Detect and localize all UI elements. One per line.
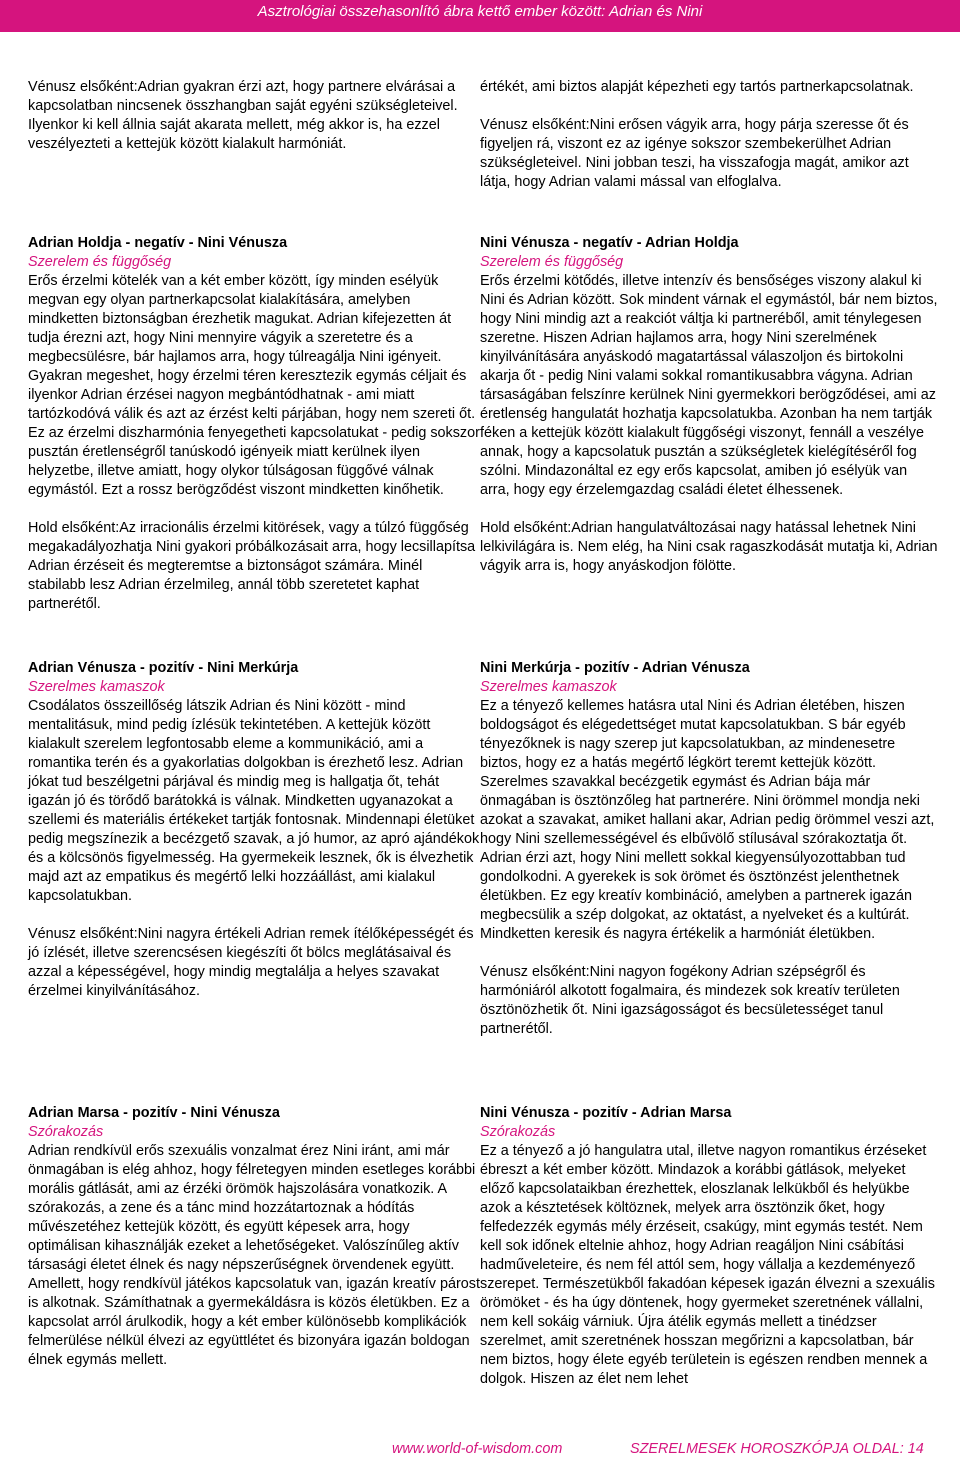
section-nini-venusz-adrian-hold [480,234,938,576]
section-subtitle: Szórakozás [28,1124,104,1140]
section-subtitle: Szórakozás [480,1124,556,1140]
section-nini-venusz-adrian-mars [480,1104,938,1389]
section-title: Nini Vénusza - negatív - Adrian Holdja [480,235,739,251]
paragraph: Ez a tényező a jó hangulatra utal, illetve nagyon romantikus érzéseket ébreszt a két ember között. Mindazok a korábbi gátlások, melyeket előző kapcsolataikban érezhettek, eloszlanak lelkükből és helyükbe azok a késztetések költöznek, melyek arra ösztönzik őket, hogy felfedezzék egymás mély érzéseit, csakúgy, mint egymás testét. Nem kell sok időnek eltelnie ahhoz, hogy Adrian reagáljon Nini csábítási hadműveleteire, és nem fél attól sem, hogy vállalja a kezdeményező szerepet. Természetükből fakadóan képesek igazán élvezni a szexuális örömöket - és ha úgy döntenek, hogy gyermeket szeretnének vállalni, nem kell sokáig várniuk. Újra átélik egymás mellett a tinédzser szerelmet, amit szeretnének hosszan megőrizni a kapcsolatban, bár nem biztos, hogy élete egyéb területein is egészen rendben mennek a dolgok. Hiszen az élet nem lehet [480,1143,935,1387]
section-adrian-venusz-nini-merkur [28,659,480,1001]
section-subtitle: Szerelmes kamaszok [28,679,165,695]
section-title: Adrian Holdja - negatív - Nini Vénusza [28,235,288,251]
paragraph: Erős érzelmi kötelék van a két ember között, így minden esélyük megvan egy olyan partnerkapcsolat kialakítására, amelyben mindketten biztonságban érezhetik magukat. Adrian kifejezetten át tudja érezni azt, hogy Nini mennyire vágyik a szeretetre és a megbecsülésre, bár hajlamos arra, hogy túlreagálja Nini igényeit. Gyakran megeshet, hogy érzelmi téren keresztezik egymás céljait és ilyenkor Adrian érzései nagyon megbántódhatnak - ami miatt tartózkodóvá válik és azt az érzést kelti párjában, hogy nem szereti őt. Ez az érzelmi diszharmónia fenyegetheti kapcsolatukat - pedig sokszor pusztán éretlenségről tanúskodó igényeik miatt kerülnek ilyen helyzetbe, illetve amiatt, hogy olykor túlságosan függővé válnak egymástól. Ezt a rossz berögződést viszont mindketten kinőhetik. [28,273,480,498]
section-subtitle: Szerelmes kamaszok [480,679,617,695]
section-title: Adrian Vénusza - pozitív - Nini Merkúrja [28,660,299,676]
paragraph: Adrian rendkívül erős szexuális vonzalmat érez Nini iránt, ami már önmagában is elég ahhoz, hogy félretegyen minden esetleges korábbi morális gátlását, ami az érzéki örömök hajszolására vonatkozik. A szórakozás, a zene és a tánc mind hozzátartoznak a hódítás művészetéhez kettejük között, és együtt képesek arra, hogy optimálisan kihasználják ezeket a lehetőségeket. Valószínűleg aktív társasági életet élnek és nagy népszerűségnek örvendenek együtt. Amellett, hogy rendkívül játékos kapcsolatuk van, igazán kreatív párost is alkotnak. Számíthatnak a gyermekáldásra is közös életükben. Ez a kapcsolat arról árulkodik, hogy a két ember különösebb komplikációk felmerülése nélkül élvezi az együttlétet és bizonyára igazán boldogan élnek egymás mellett. [28,1143,480,1368]
paragraph: Hold elsőként:Adrian hangulatváltozásai nagy hatással lehetnek Nini lelkivilágára is. Nem elég, ha Nini csak ragaszkodását mutatja ki, Adrian vágyik arra is, hogy anyáskodjon fölötte. [480,520,938,574]
section-adrian-hold-nini-venusz [28,234,480,614]
footer-site-link[interactable]: www.world-of-wisdom.com [392,1441,563,1457]
paragraph: értékét, ami biztos alapját képezheti egy tartós partnerkapcsolatnak. [480,79,914,95]
right-intro [480,78,938,192]
paragraph: Vénusz elsőként:Nini erősen vágyik arra, hogy párja szeresse őt és figyeljen rá, viszont ez az igénye sokszor szembekerülhet Adrian szükségleteivel. Nini jobban teszi, ha visszafogja magát, amikor azt látja, hogy Adrian valami mással van elfoglalva. [480,117,909,190]
left-intro [28,78,480,154]
footer-page-number: SZERELMESEK HOROSZKÓPJA OLDAL: 14 [630,1441,924,1457]
paragraph: Erős érzelmi kötődés, illetve intenzív és bensőséges viszony alakul ki Nini és Adrian között. Sok mindent várnak el egymástól, bár nem biztos, hogy Nini mindig azt a reakciót váltja ki partneréből, amit ténylegesen szeretne. Hiszen Adrian hajlamos arra, hogy Nini szerelmének kinyilvánítására anyáskodó magatartással válaszoljon és birtokolni akarja őt - pedig Nini valami sokkal romantikusabbra vágyna. Adrian társaságában felszínre kerülnek Nini gyermekkori berögződései, ami az éretlenség hangulatát hozhatja kapcsolatukba. Azonban ha nem tartják féken a kettejük között kialakult függőségi viszonyt, fennáll a veszélye annak, hogy a kapcsolatuk pusztán a szükségletek kielégítéséről fog szólni. Mindazonáltal ez egy erős kapcsolat, amiben jó esélyük van arra, hogy egy érzelemgazdag családi életet élhessenek. [480,273,938,498]
page-header [0,0,960,32]
paragraph: Csodálatos összeillőség látszik Adrian és Nini között - mind mentalitásuk, mind pedig ízlésük tekintetében. A kettejük között kialakult szerelem legfontosabb eleme a kommunikáció, ami a romantika terén és a gyakorlatias dolgokban is érezhető lesz. Adrian jókat tud beszélgetni párjával és mindig meg is hallgatja őt, tehát igazán jó és törődő barátokká is válnak. Mindketten ugyanazokat a szellemi és materiális értékeket tartják fontosnak. Mindennapi életüket pedig megszínezik a becézgető szavak, a jó humor, az apró ajándékok és a kölcsönös figyelmesség. Ha gyermekeik lesznek, ők is élvezhetik majd azt az empatikus és megértő lelki hozzáállást, ami kialakul kapcsolatukban. [28,698,480,904]
paragraph: Hold elsőként:Az irracionális érzelmi kitörések, vagy a túlzó függőség megakadályozhatja Nini gyakori próbálkozásait arra, hogy lecsillapítsa Adrian érzéseit és megteremtse a biztonságot számára. Minél stabilabb lesz Adrian érzelmileg, annál több szeretetet kaphat partnerétől. [28,520,476,612]
paragraph: Vénusz elsőként:Nini nagyra értékeli Adrian remek ítélőképességét és jó ízlését, illetve szerencsésen kiegészíti őt bölcs meglátásaival és azzal a képességével, hogy mindig megtalálja a helyes szavakat érzelmei kinyilvánításához. [28,926,474,999]
paragraph: Vénusz elsőként:Nini nagyon fogékony Adrian szépségről és harmóniáról alkotott fogalmaira, és mindezek sok kreatív területen ösztönözhetik őt. Nini igazságosságot és becsületességet tanul partnerétől. [480,964,900,1037]
section-nini-merkur-adrian-venusz [480,659,938,1039]
section-subtitle: Szerelem és függőség [28,254,172,270]
page-header-title: Asztrológiai összehasonlító ábra kettő ember között: Adrian és Nini [257,3,703,20]
paragraph: Ez a tényező kellemes hatásra utal Nini és Adrian életében, hiszen boldogságot és elégedettséget mutat kapcsolatukban. S bár egyéb tényezőknek is nagy szerep jut kapcsolatukban, az mindenesetre biztos, hogy ez a hatás megértő légkört teremt kettejük között. Szerelmes szavakkal becézgetik egymást és Adrian bája már önmagában is ösztönzőleg hat partnerére. Nini örömmel mondja neki azokat a szavakat, amiket hallani akar, Adrian pedig örömmel veszi azt, hogy Nini szellemességével és elbűvölő stílusával szórakoztatja őt. Adrian érzi azt, hogy Nini mellett sokkal kiegyensúlyozottabban tud gondolkodni. A gyerekek is sok örömet és ösztönzést jelenthetnek életükben. Ez egy kreatív kombináció, amelyben a partnerek igazán megbecsülik a szép dolgokat, az oktatást, a nyelveket és a kultúrát. Mindketten keresik és nagyra értékelik a harmóniát életükben. [480,698,935,942]
section-title: Adrian Marsa - pozitív - Nini Vénusza [28,1105,280,1121]
section-subtitle: Szerelem és függőség [480,254,624,270]
section-adrian-mars-nini-venusz [28,1104,480,1370]
section-title: Nini Merkúrja - pozitív - Adrian Vénusza [480,660,750,676]
paragraph: Vénusz elsőként:Adrian gyakran érzi azt, hogy partnere elvárásai a kapcsolatban nincsenek összhangban saját egyéni szükségleteivel. Ilyenkor ki kell állnia saját akarata mellett, még akkor is, ha ezzel veszélyezteti a kettejük között kialakult harmóniát. [28,79,458,152]
section-title: Nini Vénusza - pozitív - Adrian Marsa [480,1105,732,1121]
